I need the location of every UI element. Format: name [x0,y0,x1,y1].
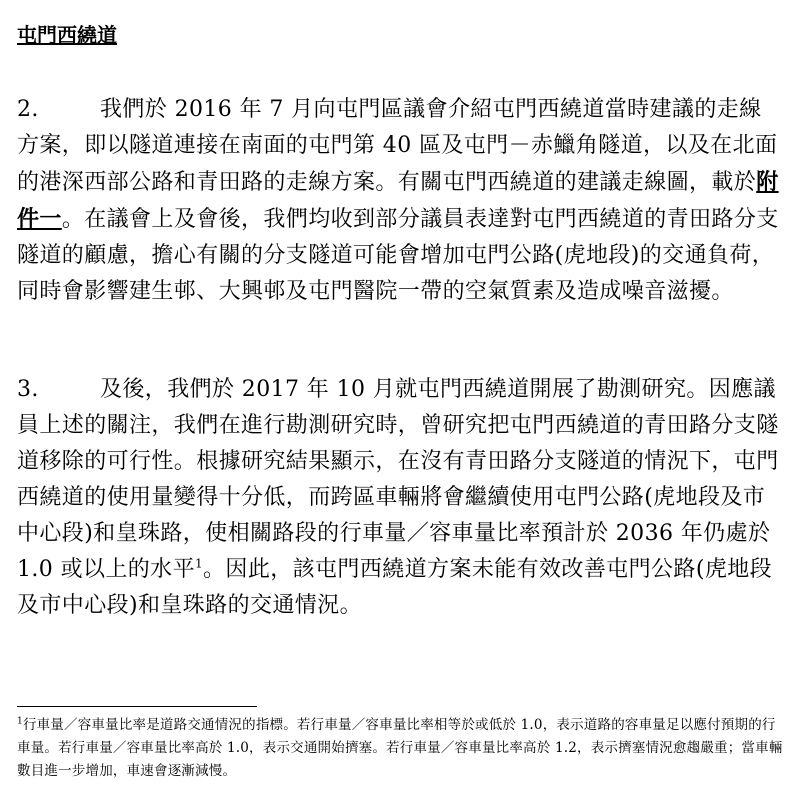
annex-reference: 附件一 [17,169,779,232]
footnote-reference: 1 [194,556,204,571]
paragraph-2 [17,92,782,310]
footnote-text: 行車量／容車量比率是道路交通情況的指標。若行車量／容車量比率相等於或低於 1.0，表示道路的容車量足以應付預期的行車量。若行車量／容車量比率高於 1.0，表示交通開始擠塞。若行車量／容車量比率高於 1.2，表示擠塞情況愈趨嚴重；當車輛數目進一步增加，車速會逐漸減慢。 [17,717,783,779]
footnote-marker: 1 [17,716,23,727]
footnote-divider [17,706,257,707]
section-heading: 屯門西繞道 [17,23,117,47]
paragraph-text: 我們於 2016 年 7 月向屯門區議會介紹屯門西繞道當時建議的走線方案，即以隧道連接在南面的屯門第 40 區及屯門－赤鱲角隧道，以及在北面的港深西部公路和青田路的走線方案。有關屯門西繞道的建議走線圖，載於 [17,97,778,195]
paragraph-text: 及後，我們於 2017 年 10 月就屯門西繞道開展了勘測研究。因應議員上述的關注，我們在進行勘測研究時，曾研究把屯門西繞道的青田路分支隧道移除的可行性。根據研究結果顯示，在沒有青田路分支隧道的情況下，屯門西繞道的使用量變得十分低，而跨區車輛將會繼續使用屯門公路(虎地段及市中心段)和皇珠路，使相關路段的行車量／容車量比率預計於 2036 年仍處於 1.0 或以上的水平 [17,377,779,582]
footnote [17,714,787,783]
paragraph-number: 2. [17,97,39,122]
paragraph-text-continued: 。在議會上及會後，我們均收到部分議員表達對屯門西繞道的青田路分支隧道的顧慮，擔心有關的分支隧道可能會增加屯門公路(虎地段)的交通負荷，同時會影響建生邨、大興邨及屯門醫院一帶的空氣質素及造成噪音滋擾。 [17,207,779,304]
paragraph-3 [17,372,782,624]
paragraph-text-continued: 。因此，該屯門西繞道方案未能有效改善屯門公路(虎地段及市中心段)和皇珠路的交通情況。 [17,557,773,618]
paragraph-number: 3. [17,377,39,402]
